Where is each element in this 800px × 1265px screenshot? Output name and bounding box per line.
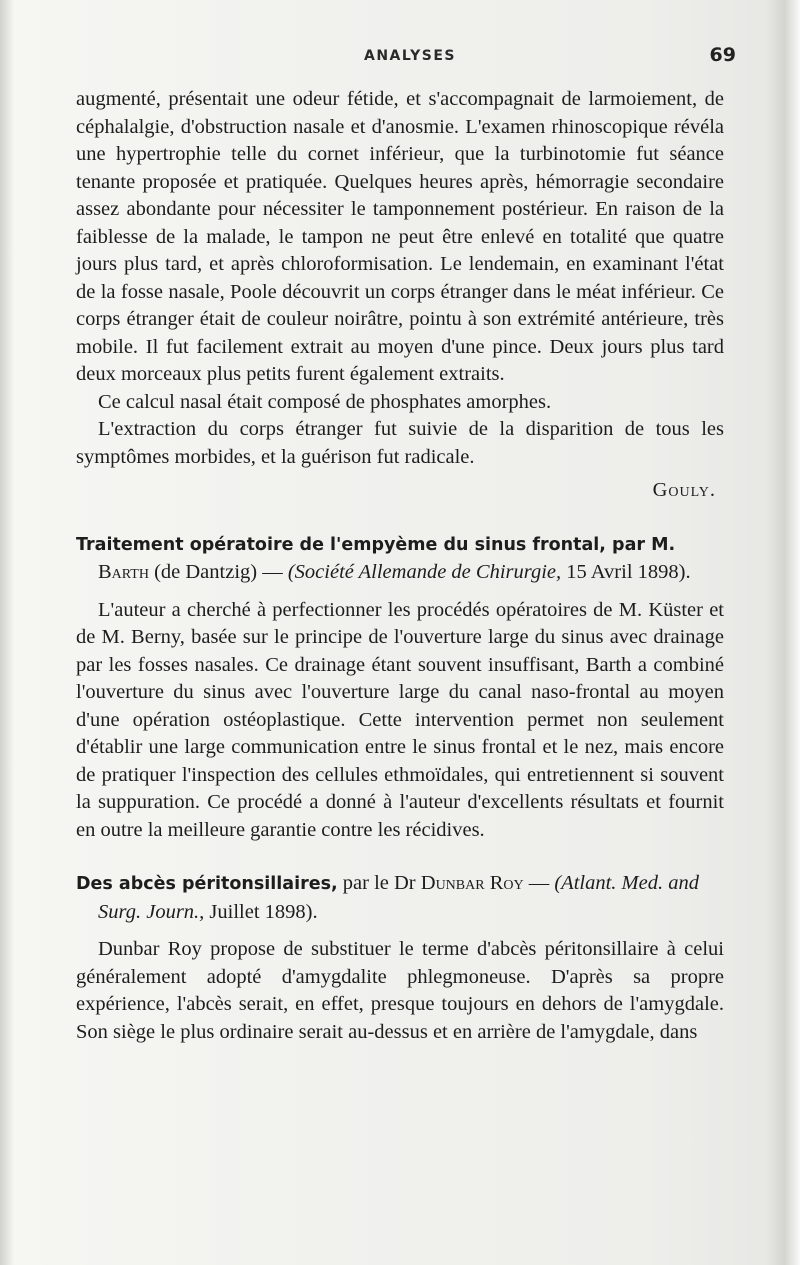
article-1-source: (Société Allemande de Chirurgie, [287,561,562,583]
article-2-heading [76,870,724,926]
article-2-dash: — [528,872,550,894]
article-1-title: Traitement opératoire de l'empyème du sinus frontal, par M. [76,534,676,555]
article-1-author-place: (de Dantzig) — [154,561,283,583]
article-2-source: (Atlant. Med. and Surg. Journ., [98,872,699,923]
article-2-body: Dunbar Roy propose de substituer le terme d'abcès péritonsillaire à celui généralement adopté d'amygdalite phlegmoneuse. D'après sa propre expérience, l'abcès serait, en effet, presque toujours en dehors de l'amygdale. Son siège le plus ordinaire serait au-dessus et en arrière de l'amygdale, dans [76,938,724,1043]
continued-paragraph: augmenté, présentait une odeur fétide, et s'accompagnait de larmoiement, de céphalalgie, d'obstruction nasale et d'anosmie. L'examen rhinoscopique révéla une hypertrophie telle du cornet inférieur, que la turbinotomie fut séance tenante proposée et pratiquée. Quelques heures après, hémorragie secondaire assez abondante pour nécessiter le tamponnement postérieur. En raison de la faiblesse de la malade, le tampon ne peut être enlevé en totalité que quatre jours plus tard, et après chloroformisation. Le lendemain, en examinant l'état de la fosse nasale, Poole découvrit un corps étranger dans le méat inférieur. Ce corps étranger était de couleur noirâtre, pointu à son extrémité antérieure, très mobile. Il fut facilement extrait au moyen d'une pince. Deux jours plus tard deux morceaux plus petits furent également extraits. [76,88,724,385]
running-title: ANALYSES [364,48,456,64]
article-1-date: 15 Avril 1898). [566,561,691,583]
page-body [76,86,724,1046]
article-2-title-rest: par le Dr [342,872,416,894]
article-2-date: Juillet 1898). [209,900,318,923]
scan-left-edge [0,0,14,1265]
page-header [70,44,750,74]
article-2-author: Dunbar Roy [420,872,524,894]
page-number: 69 [709,44,736,66]
article-1-heading [76,531,724,587]
scan-right-edge [766,0,800,1265]
author-signature: Gouly. [652,479,716,501]
article-2-title: Des abcès péritonsillaires, [76,874,338,894]
article-1-body: L'auteur a cherché à perfectionner les procédés opératoires de M. Küster et de M. Berny, basée sur le principe de l'ouverture large du sinus avec drainage par les fosses nasales. Ce drainage étant souvent insuffisant, Barth a combiné l'ouverture du sinus avec l'ouverture large du canal naso-frontal au moyen d'une opération ostéoplastique. Cette intervention permet non seulement d'établir une large communication entre le sinus frontal et le nez, mais encore de pratiquer l'inspection des cellules ethmoïdales, qui entretiennent si souvent la suppuration. Ce procédé a donné à l'auteur d'excellents résultats et fournit en outre la meilleure garantie contre les récidives. [76,598,724,841]
calculus-paragraph: Ce calcul nasal était composé de phosphates amorphes. [98,390,552,413]
extraction-paragraph: L'extraction du corps étranger fut suivie de la disparition de tous les symptômes morbides, et la guérison fut radicale. [76,418,724,468]
article-1-author: Barth [98,561,149,583]
